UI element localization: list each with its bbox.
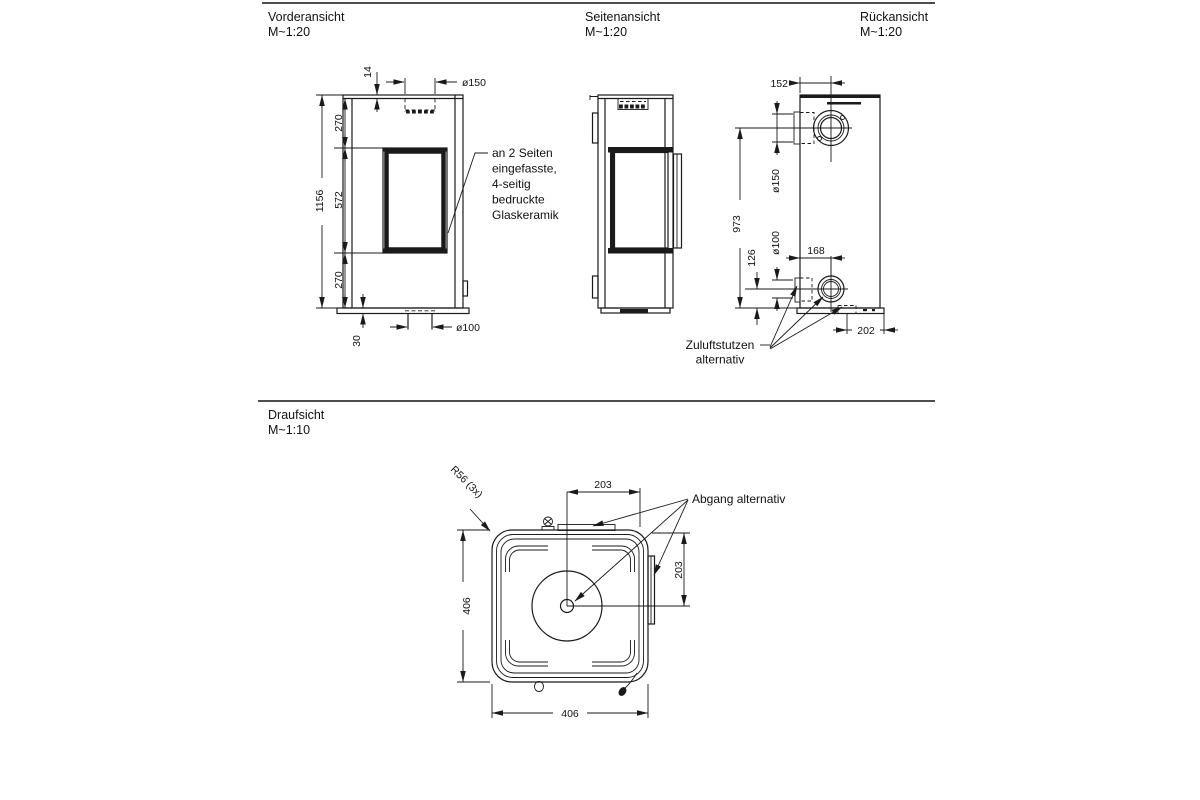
side-view-scale: M~1:20 [585, 25, 628, 39]
dim-front-base: 30 [351, 335, 363, 347]
side-body [598, 95, 673, 308]
dim-rear-flue-height: 973 [731, 215, 743, 233]
rear-air-label-line-1: Zuluftstutzen [685, 338, 755, 352]
dim-top-width: 406 [561, 708, 579, 720]
side-view-linework [590, 95, 682, 313]
dim-rear-flue-offset: 152 [770, 78, 788, 90]
annotation-line-1: an 2 Seiten [492, 146, 553, 160]
front-view [268, 10, 560, 347]
front-view-linework [337, 95, 469, 330]
top-view-title: Draufsicht [268, 408, 325, 422]
front-flue-hidden [405, 99, 435, 113]
front-glass-annotation [492, 146, 560, 222]
front-window [383, 148, 447, 253]
dim-front-upper: 270 [333, 114, 345, 132]
top-view-scale: M~1:10 [268, 423, 311, 437]
rear-air-label-line-2: alternativ [695, 352, 745, 367]
dim-rear-inlet-dia: ø100 [770, 231, 782, 255]
dim-rear-inlet-offset: 168 [807, 245, 825, 257]
dim-front-inlet-dia: ø100 [456, 322, 480, 334]
dim-rear-inlet-height: 126 [746, 249, 758, 267]
dim-front-total-height: 1156 [314, 189, 326, 213]
dim-front-flue-dia: ø150 [462, 77, 486, 89]
annotation-leader [448, 153, 488, 233]
side-door-glass-edge [674, 154, 682, 248]
annotation-line-2: eingefasste, [492, 161, 557, 176]
annotation-line-5: Glaskeramik [492, 208, 559, 222]
top-view-linework [492, 517, 655, 697]
dim-rear-base-offset: 202 [857, 325, 875, 337]
rear-view-title: Rückansicht [860, 10, 929, 24]
front-view-title: Vorderansicht [268, 10, 345, 24]
side-view-title: Seitenansicht [585, 10, 661, 24]
side-view [585, 10, 682, 313]
top-bottom-fitting [535, 682, 544, 692]
front-inlet-stub [408, 314, 432, 330]
rear-lower-side-port [800, 278, 812, 301]
dim-front-lower: 270 [333, 271, 345, 289]
annotation-line-4: bedruckte [492, 192, 545, 207]
dim-front-glass: 572 [333, 191, 345, 209]
front-view-scale: M~1:20 [268, 25, 311, 39]
side-window [615, 153, 669, 249]
dim-top-corner-radius: R56 (3x) [447, 463, 485, 501]
rear-view [686, 10, 929, 367]
dim-top-half-depth: 203 [673, 561, 685, 579]
front-base-plate [337, 308, 469, 314]
dim-top-half-width: 203 [594, 479, 612, 491]
rear-bottom-air-port [838, 306, 856, 314]
dim-rear-flue-dia: ø150 [770, 169, 782, 193]
dim-top-depth: 406 [461, 597, 473, 615]
dim-front-plate: 14 [362, 66, 374, 78]
rear-body [800, 95, 880, 308]
rear-view-scale: M~1:20 [860, 25, 903, 39]
top-outlet-label: Abgang alternativ [692, 492, 786, 506]
rear-base-plate [797, 308, 884, 314]
top-view [268, 408, 785, 720]
annotation-line-3: 4-seitig [492, 177, 531, 191]
